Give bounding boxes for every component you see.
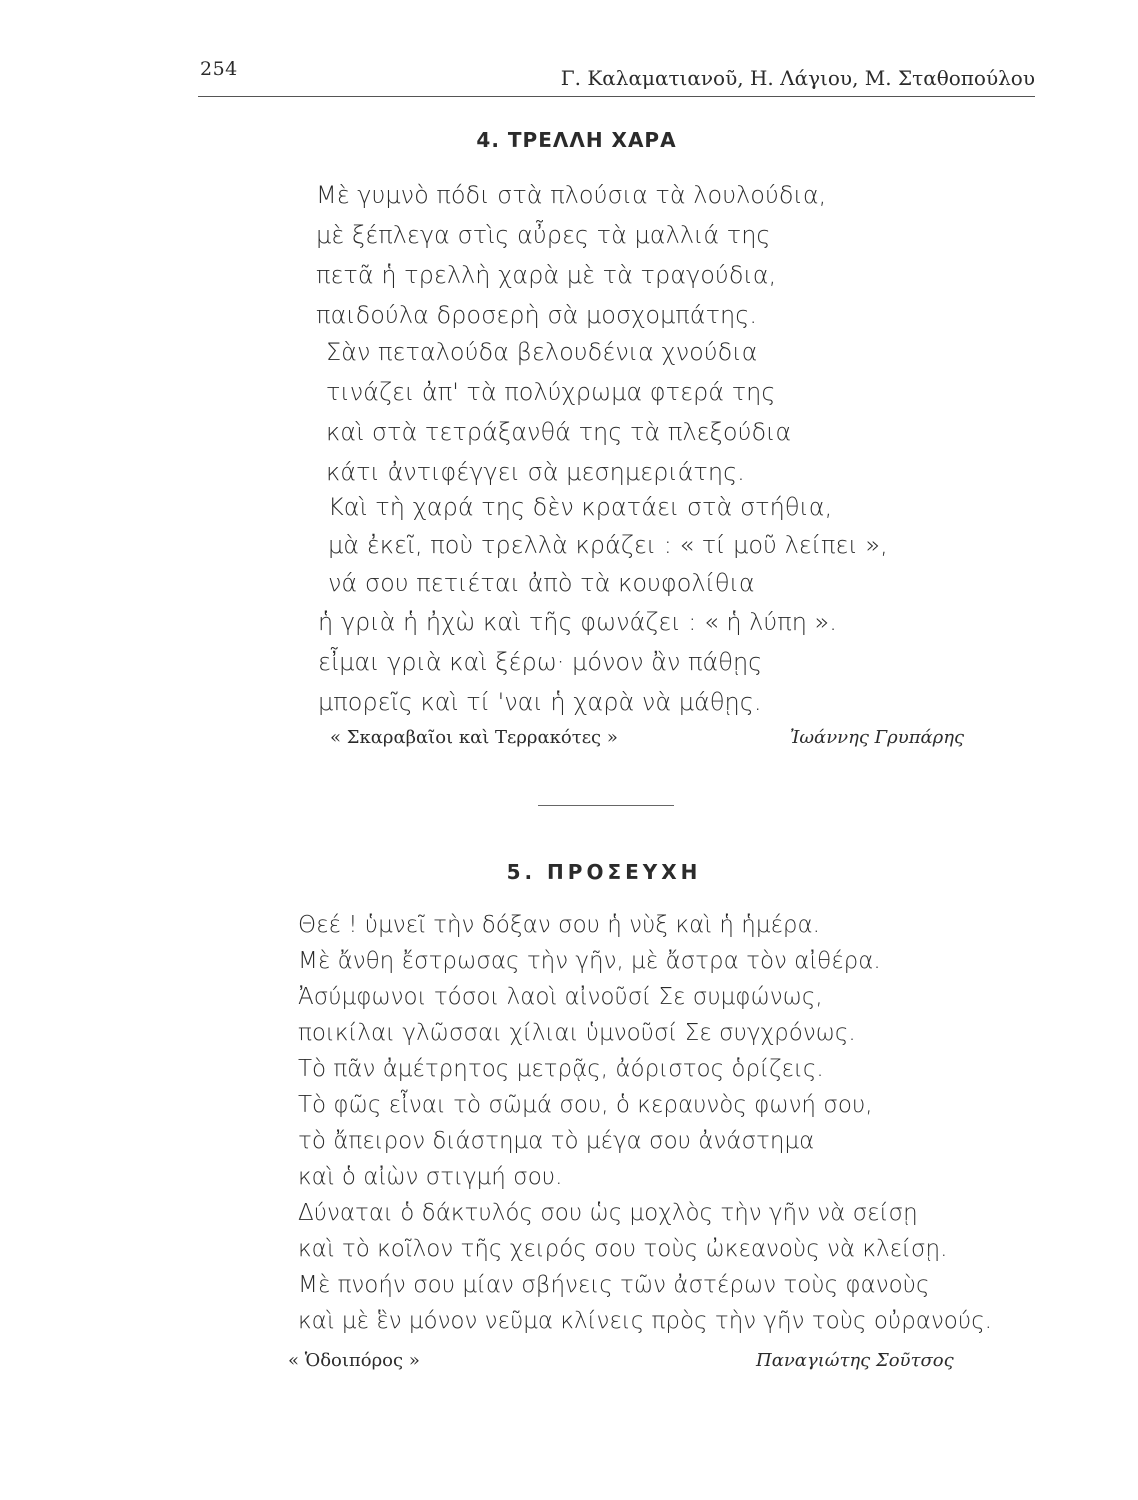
verse-line: Ἀσύμφωνοι τόσοι λαοὶ αἰνοῦσί Σε συμφώνως, [298, 984, 823, 1010]
verse-line: μπορεῖς καὶ τί 'ναι ἡ χαρὰ νὰ μάθῃς. [318, 688, 762, 716]
poem1-author: Ἰωάννης Γρυπάρης [790, 727, 965, 748]
verse-line: Θεέ ! ὑμνεῖ τὴν δόξαν σου ἡ νὺξ καὶ ἡ ἡμέρα. [298, 912, 820, 938]
verse-line: τὸ ἄπειρον διάστημα τὸ μέγα σου ἀνάστημα [298, 1128, 815, 1154]
verse-line: κάτι ἀντιφέγγει σὰ μεσημεριάτης. [326, 458, 745, 486]
poem1-stanza-1 [316, 175, 826, 335]
verse-line: μὲ ξέπλεγα στὶς αὖρες τὰ μαλλιά της [316, 221, 771, 249]
verse-line: Μὲ γυμνὸ πόδι στὰ πλούσια τὰ λουλούδια, [316, 181, 827, 209]
section-divider [538, 805, 674, 806]
page-number: 254 [200, 58, 238, 80]
verse-line: Δύναται ὁ δάκτυλός σου ὡς μοχλὸς τὴν γῆν νὰ σείσῃ [298, 1200, 918, 1226]
poem1-source: « Σκαραβαῖοι καὶ Τερρακότες » [330, 727, 618, 748]
poem2-body [298, 907, 992, 1339]
running-head: Γ. Καλαματιανοῦ, Η. Λάγιου, Μ. Σταθοπούλου [560, 66, 1035, 90]
poem1-stanza-4 [318, 602, 837, 722]
poem-title-1: 4. ΤΡΕΛΛΗ ΧΑΡΑ [476, 128, 677, 152]
verse-line: καὶ μὲ ἓν μόνον νεῦμα κλίνεις πρὸς τὴν γῆν τοὺς οὐρανούς. [298, 1308, 992, 1334]
verse-line: εἶμαι γριὰ καὶ ξέρω· μόνον ἂν πάθῃς [318, 648, 763, 676]
verse-line: ἡ γριὰ ἡ ἠχὼ καὶ τῆς φωνάζει : « ἡ λύπη ». [318, 608, 837, 636]
verse-line: τινάζει ἀπ' τὰ πολύχρωμα φτερά της [326, 378, 776, 406]
verse-line: πετᾶ ἡ τρελλὴ χαρὰ μὲ τὰ τραγούδια, [316, 261, 777, 289]
page-header [198, 52, 1035, 97]
poem2-source: « Ὁδοιπόρος » [288, 1350, 420, 1371]
verse-line: νά σου πετιέται ἀπὸ τὰ κουφολίθια [328, 569, 755, 597]
verse-line: καὶ ὁ αἰὼν στιγμή σου. [298, 1164, 563, 1190]
verse-line: παιδούλα δροσερὴ σὰ μοσχομπάτης. [316, 301, 757, 329]
verse-line: καὶ τὸ κοῖλον τῆς χειρός σου τοὺς ὠκεανοὺς νὰ κλείσῃ. [298, 1236, 948, 1262]
poem2-author: Παναγιώτης Σοῦτσος [756, 1350, 954, 1371]
verse-line: Τὸ φῶς εἶναι τὸ σῶμά σου, ὁ κεραυνὸς φωνή σου, [298, 1092, 873, 1118]
verse-line: Καὶ τὴ χαρά της δὲν κρατάει στὰ στήθια, [328, 493, 833, 521]
verse-line: Σὰν πεταλούδα βελουδένια χνούδια [326, 338, 758, 366]
verse-line: Μὲ ἄνθη ἔστρωσας τὴν γῆν, μὲ ἄστρα τὸν αἰθέρα. [298, 948, 881, 974]
verse-line: Τὸ πᾶν ἀμέτρητος μετρᾷς, ἀόριστος ὁρίζεις. [298, 1056, 824, 1082]
poem1-stanza-3 [328, 488, 888, 602]
verse-line: Μὲ πνοήν σου μίαν σβήνεις τῶν ἀστέρων τοὺς φανοὺς [298, 1272, 930, 1298]
verse-line: καὶ στὰ τετράξανθά της τὰ πλεξούδια [326, 418, 792, 446]
poem1-stanza-2 [326, 332, 791, 492]
verse-line: μὰ ἐκεῖ, ποὺ τρελλὰ κράζει : « τί μοῦ λείπει », [328, 531, 888, 559]
poem-title-2: 5. ΠΡΟΣΕΥΧΗ [506, 860, 702, 884]
verse-line: ποικίλαι γλῶσσαι χίλιαι ὑμνοῦσί Σε συγχρόνως. [298, 1020, 856, 1046]
